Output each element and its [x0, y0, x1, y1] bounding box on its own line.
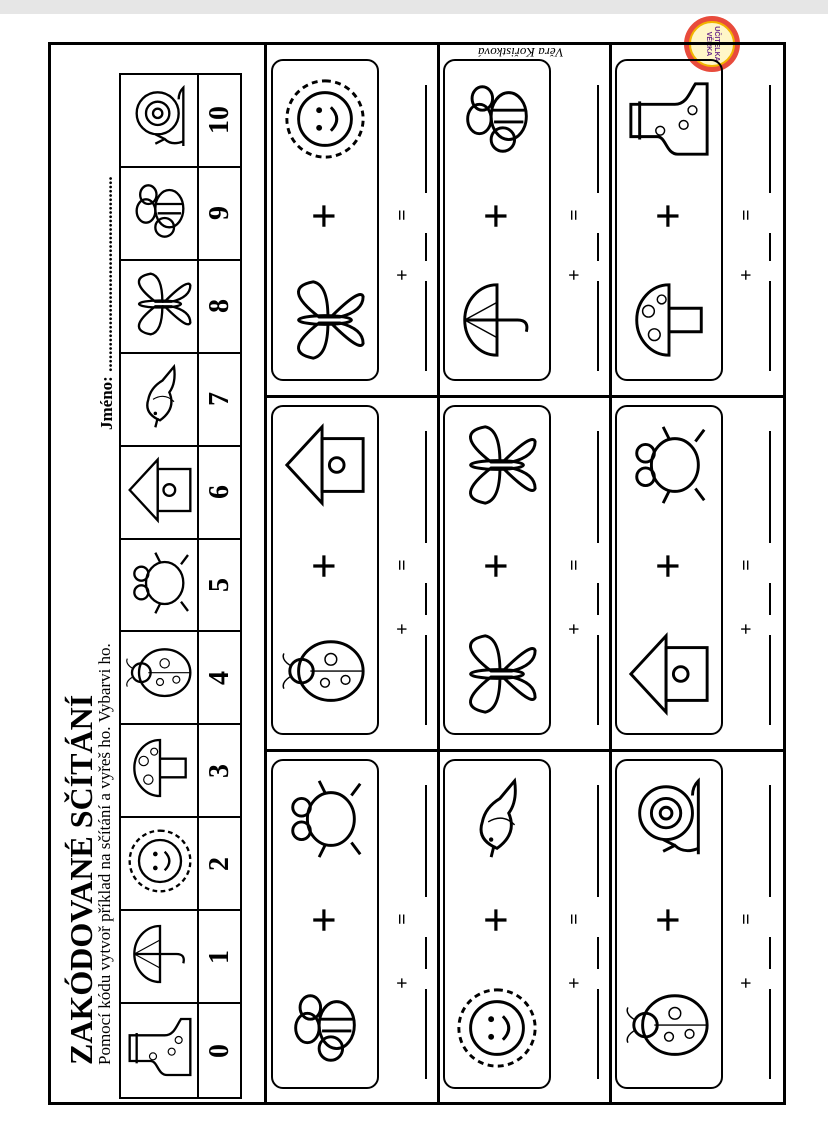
answer-blank[interactable] [597, 785, 599, 897]
code-picture [125, 455, 197, 531]
equals-operator: = [563, 559, 586, 571]
code-cell [121, 725, 240, 818]
bird-icon [125, 362, 195, 432]
code-cell [121, 540, 240, 633]
code-picture [125, 176, 197, 252]
ladybug-icon [125, 640, 195, 710]
answer-blank[interactable] [769, 431, 771, 543]
answer-blank[interactable] [769, 85, 771, 193]
name-field[interactable]: Jméno: .............................................. [97, 176, 116, 430]
column-divider [437, 45, 440, 1102]
equals-operator: = [563, 913, 586, 925]
answer-blank[interactable] [597, 281, 599, 371]
answer-blank[interactable] [425, 281, 427, 371]
code-number [197, 540, 240, 631]
equals-operator: = [391, 209, 414, 221]
sun-icon [125, 826, 195, 896]
addend-b-sun-icon [281, 75, 369, 163]
answer-blank[interactable] [597, 85, 599, 193]
code-number-label: 9 [203, 206, 235, 221]
code-cell [121, 354, 240, 447]
code-number [197, 632, 240, 723]
plus-sign: + [298, 552, 350, 580]
answer-blank[interactable] [769, 635, 771, 725]
answer-blank[interactable] [425, 583, 427, 615]
logo-text: UČITELKA VĚRKA [689, 21, 735, 67]
code-number-label: 4 [203, 670, 235, 685]
code-number-label: 3 [203, 763, 235, 778]
plus-sign: + [470, 552, 522, 580]
addend-a-sun-icon [453, 984, 541, 1072]
equals-operator: = [735, 209, 758, 221]
plus-sign: + [470, 202, 522, 230]
worksheet [48, 42, 786, 1105]
answer-blank[interactable] [597, 635, 599, 725]
answer-blank[interactable] [769, 989, 771, 1079]
column-divider [609, 45, 612, 1102]
equals-operator: = [735, 559, 758, 571]
answer-blank[interactable] [425, 233, 427, 261]
code-picture [125, 83, 197, 159]
plus-sign: + [470, 906, 522, 934]
code-cell [121, 168, 240, 261]
code-number-label: 1 [203, 949, 235, 964]
plus-operator: + [391, 269, 414, 281]
boot-icon [125, 1012, 195, 1082]
author-credit: Věra Kořistková [478, 45, 564, 60]
code-cell [121, 447, 240, 540]
answer-blank[interactable] [425, 785, 427, 897]
plus-operator: + [735, 269, 758, 281]
addend-a-ladybug-icon [281, 630, 369, 718]
addend-a-butterfly-icon [281, 276, 369, 364]
addend-b-frog-icon [281, 775, 369, 863]
equals-operator: = [735, 913, 758, 925]
code-cell [121, 261, 240, 354]
addend-a-mushroom-icon [625, 276, 713, 364]
plus-sign: + [298, 906, 350, 934]
code-number [197, 75, 240, 166]
answer-blank[interactable] [425, 85, 427, 193]
code-number-label: 8 [203, 299, 235, 314]
addend-a-ladybug-icon [625, 984, 713, 1072]
addend-a-umbrella-icon [453, 276, 541, 364]
plus-sign: + [642, 552, 694, 580]
addend-b-frog-icon [625, 421, 713, 509]
answer-blank[interactable] [769, 583, 771, 615]
code-picture [125, 548, 197, 624]
answer-blank[interactable] [769, 233, 771, 261]
code-picture [125, 362, 197, 438]
snail-icon [125, 83, 195, 153]
code-number [197, 261, 240, 352]
code-number [197, 911, 240, 1002]
code-number [197, 818, 240, 909]
frog-icon [125, 548, 195, 618]
bee-icon [125, 176, 195, 246]
plus-operator: + [735, 977, 758, 989]
code-picture [125, 919, 197, 995]
code-number-label: 7 [203, 392, 235, 407]
instructions: Pomocí kódu vytvoř příklad na sčítání a vyřeš ho. Vybarvi ho. [95, 643, 114, 1065]
code-number-label: 2 [203, 856, 235, 871]
addend-b-birdhouse-icon [281, 421, 369, 509]
addend-a-birdhouse-icon [625, 630, 713, 718]
code-picture [125, 269, 197, 345]
plus-operator: + [563, 623, 586, 635]
plus-operator: + [391, 623, 414, 635]
mushroom-icon [125, 733, 195, 803]
answer-blank[interactable] [769, 785, 771, 897]
answer-blank[interactable] [769, 281, 771, 371]
plus-operator: + [735, 623, 758, 635]
code-cell [121, 632, 240, 725]
code-cell [121, 818, 240, 911]
addend-b-bee-icon [453, 75, 541, 163]
code-number [197, 354, 240, 445]
plus-operator: + [563, 269, 586, 281]
code-cell [121, 1004, 240, 1097]
code-cell [121, 911, 240, 1004]
answer-blank[interactable] [425, 431, 427, 543]
answer-blank[interactable] [769, 937, 771, 969]
code-number [197, 1004, 240, 1097]
worksheet-title: ZAKÓDOVANÉ SČÍTÁNÍ [63, 694, 99, 1065]
equals-operator: = [563, 209, 586, 221]
addend-b-butterfly-icon [453, 421, 541, 509]
code-number [197, 168, 240, 259]
code-cell [121, 75, 240, 168]
code-number-label: 10 [203, 106, 235, 135]
addend-a-butterfly-icon [453, 630, 541, 718]
butterfly-icon [125, 269, 195, 339]
plus-sign: + [642, 906, 694, 934]
addend-b-boot-icon [625, 75, 713, 163]
code-number-label: 6 [203, 485, 235, 500]
window-top-bar [0, 0, 828, 14]
addend-b-snail-icon [625, 775, 713, 863]
code-picture [125, 1012, 197, 1088]
answer-blank[interactable] [597, 937, 599, 969]
answer-blank[interactable] [425, 937, 427, 969]
row-divider [267, 749, 786, 752]
umbrella-icon [125, 919, 195, 989]
plus-operator: + [563, 977, 586, 989]
code-picture [125, 640, 197, 716]
header-divider [264, 45, 267, 1102]
equals-operator: = [391, 559, 414, 571]
answer-blank[interactable] [597, 233, 599, 261]
plus-operator: + [391, 977, 414, 989]
code-number [197, 447, 240, 538]
answer-blank[interactable] [597, 431, 599, 543]
plus-sign: + [642, 202, 694, 230]
code-picture [125, 733, 197, 809]
plus-sign: + [298, 202, 350, 230]
code-table [119, 73, 242, 1099]
answer-blank[interactable] [597, 583, 599, 615]
answer-blank[interactable] [425, 635, 427, 725]
addend-b-bird-icon [453, 775, 541, 863]
answer-blank[interactable] [425, 989, 427, 1079]
code-number-label: 5 [203, 577, 235, 592]
birdhouse-icon [125, 455, 195, 525]
equals-operator: = [391, 913, 414, 925]
code-number-label: 0 [203, 1043, 235, 1058]
code-number [197, 725, 240, 816]
addend-a-bee-icon [281, 984, 369, 1072]
answer-blank[interactable] [597, 989, 599, 1079]
code-picture [125, 826, 197, 902]
row-divider [267, 395, 786, 398]
